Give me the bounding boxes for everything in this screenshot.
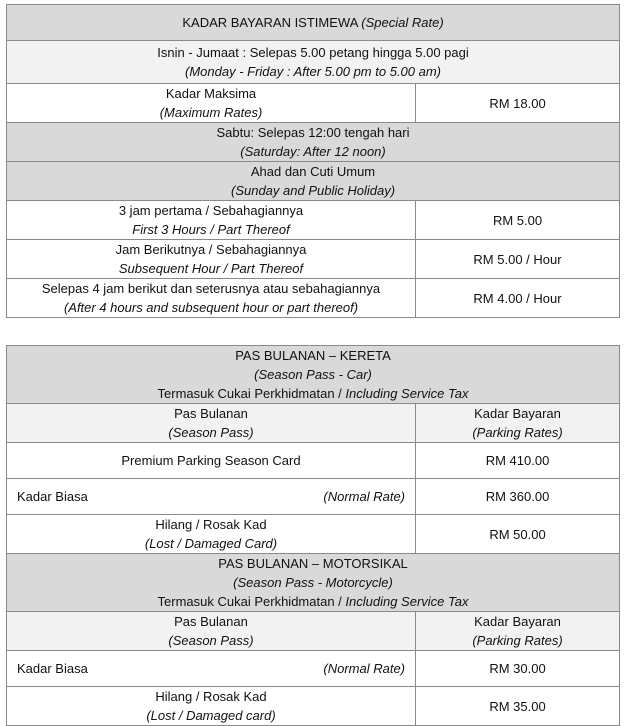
col-rate-ms: Kadar Bayaran bbox=[474, 614, 561, 629]
rate-value: RM 5.00 / Hour bbox=[416, 240, 620, 279]
premium-value: RM 410.00 bbox=[416, 443, 620, 479]
sunday-label: Ahad dan Cuti Umum bbox=[250, 164, 376, 179]
lost-card-label bbox=[7, 515, 416, 554]
max-rate-en: (Maximum Rates) bbox=[159, 105, 263, 120]
max-rate-value: RM 18.00 bbox=[416, 84, 620, 123]
col-header-pass bbox=[7, 404, 416, 443]
table-row bbox=[7, 84, 620, 123]
max-rate-label bbox=[7, 84, 416, 123]
max-rate-ms: Kadar Maksima bbox=[165, 86, 257, 101]
tax-note bbox=[11, 384, 615, 403]
saturday-label-en: (Saturday: After 12 noon) bbox=[240, 144, 386, 159]
title-ms: KADAR BAYARAN ISTIMEWA bbox=[182, 15, 358, 30]
table-row bbox=[7, 479, 620, 515]
rate-label-en: Subsequent Hour / Part Thereof bbox=[118, 261, 304, 276]
col-header-rate bbox=[416, 404, 620, 443]
season-car-title: PAS BULANAN – KERETA bbox=[235, 348, 391, 363]
rate-label-en: (After 4 hours and subsequent hour or part thereof) bbox=[63, 300, 359, 315]
sunday-header bbox=[7, 162, 620, 201]
season-moto-header bbox=[7, 554, 620, 612]
weekday-label: Isnin - Jumaat : Selepas 5.00 petang hingga 5.00 pagi bbox=[157, 45, 469, 60]
lost-card-ms: Hilang / Rosak Kad bbox=[155, 689, 267, 704]
col-pass-ms: Pas Bulanan bbox=[174, 614, 248, 629]
weekday-header bbox=[7, 41, 620, 84]
col-rate-en: (Parking Rates) bbox=[472, 633, 563, 648]
table-row bbox=[7, 201, 620, 240]
normal-rate-value: RM 30.00 bbox=[416, 651, 620, 687]
rate-label-ms: Jam Berikutnya / Sebahagiannya bbox=[115, 242, 307, 257]
col-rate-en: (Parking Rates) bbox=[472, 425, 563, 440]
special-rate-table bbox=[6, 4, 620, 318]
rate-label bbox=[7, 279, 416, 318]
col-header-pass bbox=[7, 612, 416, 651]
col-rate-ms: Kadar Bayaran bbox=[474, 406, 561, 421]
table-row bbox=[7, 515, 620, 554]
table-row bbox=[7, 279, 620, 318]
normal-rate-en: (Normal Rate) bbox=[323, 489, 405, 504]
tax-label-ms: Termasuk Cukai Perkhidmatan / bbox=[157, 386, 346, 401]
rate-label bbox=[7, 240, 416, 279]
table-row bbox=[7, 687, 620, 726]
table-row bbox=[7, 240, 620, 279]
rate-label-ms: Selepas 4 jam berikut dan seterusnya atau sebahagiannya bbox=[41, 281, 381, 296]
lost-card-value: RM 35.00 bbox=[416, 687, 620, 726]
column-header-row bbox=[7, 404, 620, 443]
normal-rate-label bbox=[7, 651, 416, 687]
lost-card-label bbox=[7, 687, 416, 726]
normal-rate-ms: Kadar Biasa bbox=[17, 661, 88, 676]
premium-label: Premium Parking Season Card bbox=[7, 443, 416, 479]
lost-card-value: RM 50.00 bbox=[416, 515, 620, 554]
saturday-label: Sabtu: Selepas 12:00 tengah hari bbox=[216, 125, 410, 140]
col-pass-en: (Season Pass) bbox=[168, 633, 254, 648]
tax-note bbox=[11, 592, 615, 611]
tax-label-ms: Termasuk Cukai Perkhidmatan / bbox=[157, 594, 346, 609]
season-pass-table bbox=[6, 345, 620, 726]
lost-card-en: (Lost / Damaged card) bbox=[146, 708, 276, 723]
normal-rate-label bbox=[7, 479, 416, 515]
season-moto-subtitle: (Season Pass - Motorcycle) bbox=[233, 575, 393, 590]
col-header-rate bbox=[416, 612, 620, 651]
normal-rate-value: RM 360.00 bbox=[416, 479, 620, 515]
season-car-header bbox=[7, 346, 620, 404]
rate-value: RM 5.00 bbox=[416, 201, 620, 240]
special-rate-title bbox=[7, 5, 620, 41]
rate-label-en: First 3 Hours / Part Thereof bbox=[132, 222, 290, 237]
column-header-row bbox=[7, 612, 620, 651]
season-moto-title: PAS BULANAN – MOTORSIKAL bbox=[218, 556, 408, 571]
season-car-subtitle: (Season Pass - Car) bbox=[254, 367, 372, 382]
sunday-label-en: (Sunday and Public Holiday) bbox=[230, 183, 396, 198]
table-row bbox=[7, 443, 620, 479]
rate-label-ms: 3 jam pertama / Sebahagiannya bbox=[118, 203, 304, 218]
normal-rate-en: (Normal Rate) bbox=[323, 661, 405, 676]
saturday-header bbox=[7, 123, 620, 162]
col-pass-ms: Pas Bulanan bbox=[174, 406, 248, 421]
title-en: (Special Rate) bbox=[361, 15, 444, 30]
weekday-label-en: (Monday - Friday : After 5.00 pm to 5.00 am) bbox=[185, 64, 442, 79]
tax-label-en: Including Service Tax bbox=[345, 386, 469, 401]
tax-label-en: Including Service Tax bbox=[345, 594, 469, 609]
normal-rate-ms: Kadar Biasa bbox=[17, 489, 88, 504]
lost-card-en: (Lost / Damaged Card) bbox=[144, 536, 278, 551]
rate-value: RM 4.00 / Hour bbox=[416, 279, 620, 318]
lost-card-ms: Hilang / Rosak Kad bbox=[155, 517, 267, 532]
table-row bbox=[7, 651, 620, 687]
col-pass-en: (Season Pass) bbox=[168, 425, 254, 440]
rate-label bbox=[7, 201, 416, 240]
